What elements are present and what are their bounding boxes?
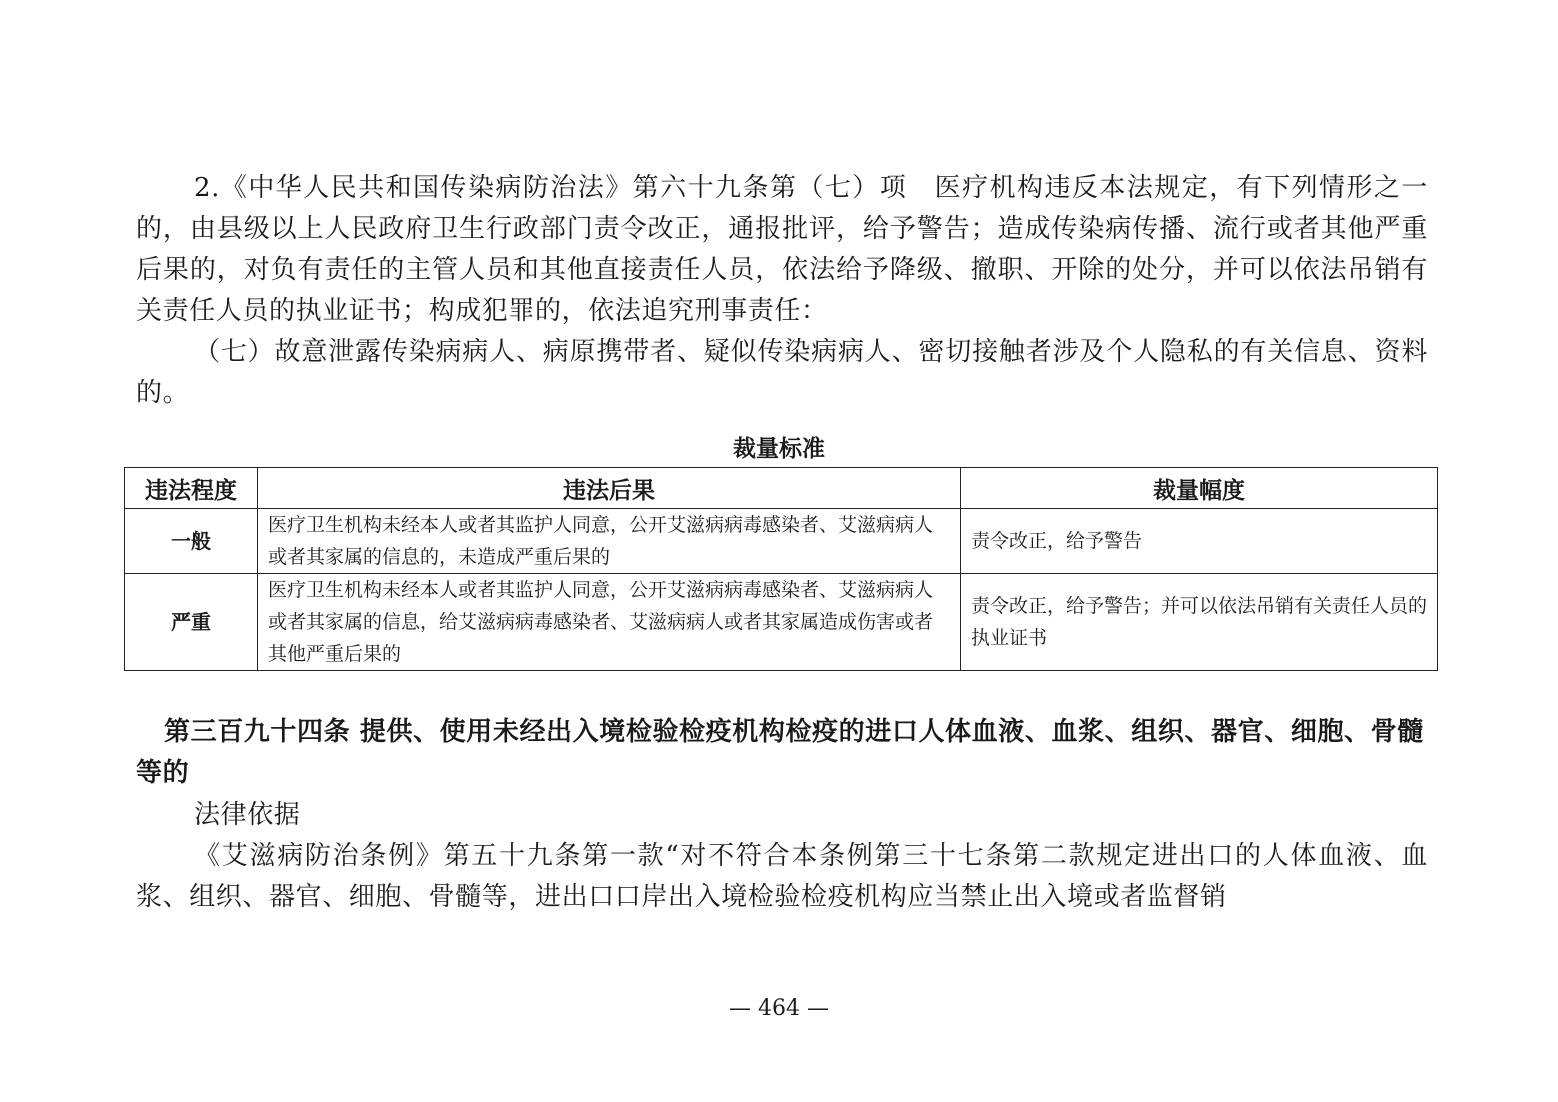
table-title: 裁量标准 <box>733 436 825 462</box>
paragraph-law-article: 2.《中华人民共和国传染病防治法》第六十九条第（七）项 医疗机构违反本法规定，有下列情形之一的，由县级以上人民政府卫生行政部门责令改正，通报批评，给予警告；造成传染病传播、流行或者其他严重后果的，对负有责任的主管人员和其他直接责任人员，依法给予降级、撤职、开除的处分，并可以依法吊销有关责任人员的执业证书；构成犯罪的，依法追究刑事责任： <box>136 173 1428 326</box>
article-heading: 第三百九十四条 提供、使用未经出入境检验检疫机构检疫的进口人体血液、血浆、组织、器官、细胞、骨髓等的 <box>136 717 1424 788</box>
cell-degree: 一般 <box>125 509 258 574</box>
header-consequence: 违法后果 <box>258 468 961 509</box>
cell-range: 责令改正，给予警告；并可以依法吊销有关责任人员的执业证书 <box>961 574 1438 671</box>
cell-consequence: 医疗卫生机构未经本人或者其监护人同意，公开艾滋病病毒感染者、艾滋病病人或者其家属的信息，给艾滋病病毒感染者、艾滋病病人或者其家属造成伤害或者其他严重后果的 <box>258 574 961 671</box>
header-degree: 违法程度 <box>125 468 258 509</box>
paragraph-item-seven: （七）故意泄露传染病病人、病原携带者、疑似传染病病人、密切接触者涉及个人隐私的有关信息、资料的。 <box>136 337 1428 408</box>
page-number: — 464 — <box>729 996 829 1021</box>
cell-range: 责令改正，给予警告 <box>961 509 1438 574</box>
legal-basis-text: 《艾滋病防治条例》第五十九条第一款“对不符合本条例第三十七条第二款规定进出口的人体血液、血浆、组织、器官、细胞、骨髓等，进出口口岸出入境检验检疫机构应当禁止出入境或者监督销 <box>136 841 1428 912</box>
legal-basis-label: 法律依据 <box>194 800 301 830</box>
discretion-standard-table <box>124 467 1438 671</box>
table-row <box>125 574 1438 671</box>
cell-degree: 严重 <box>125 574 258 671</box>
header-range: 裁量幅度 <box>961 468 1438 509</box>
table-row <box>125 509 1438 574</box>
table-header-row <box>125 468 1438 509</box>
cell-consequence: 医疗卫生机构未经本人或者其监护人同意，公开艾滋病病毒感染者、艾滋病病人或者其家属的信息的，未造成严重后果的 <box>258 509 961 574</box>
